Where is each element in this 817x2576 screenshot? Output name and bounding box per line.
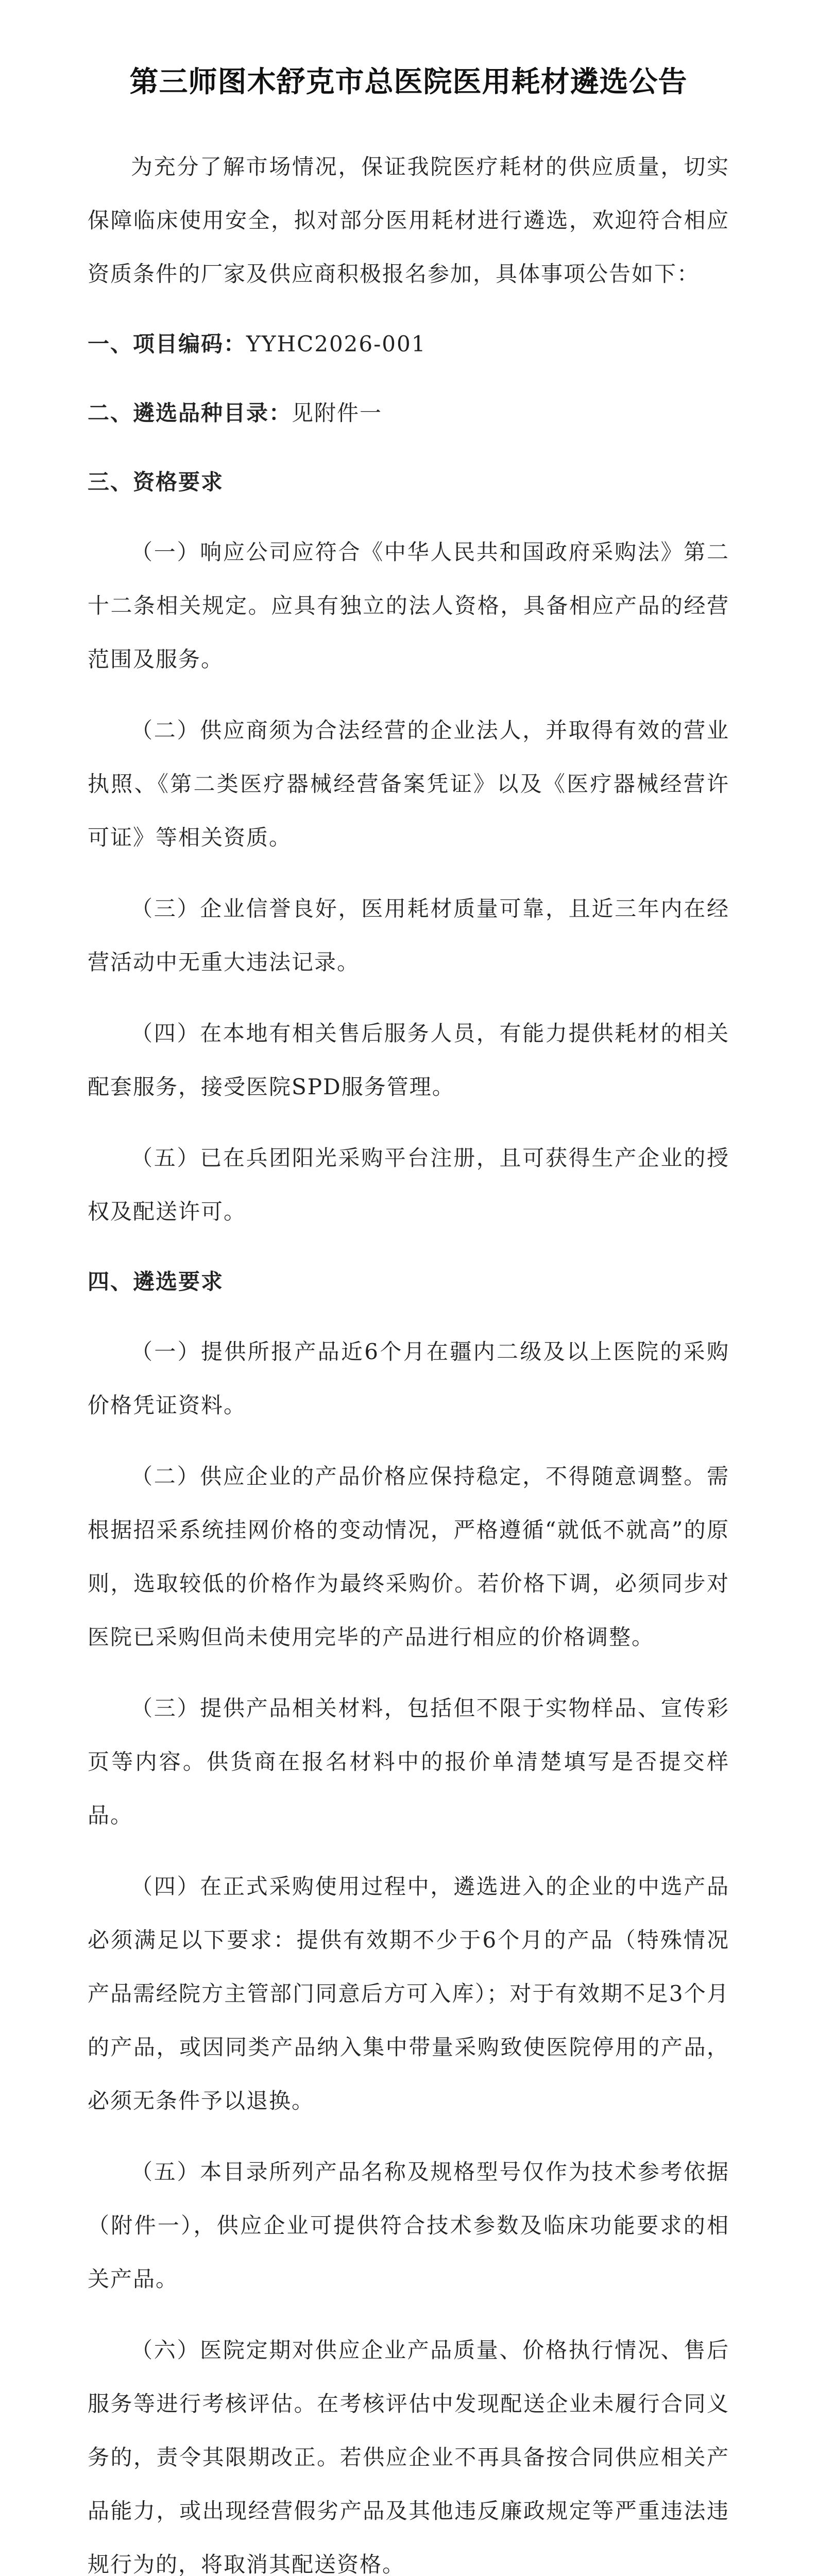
page-title: 第三师图木舒克市总医院医用耗材遴选公告	[129, 65, 688, 99]
intro-paragraph: 为充分了解市场情况，保证我院医疗耗材的供应质量，切实保障临床使用安全，拟对部分医用耗材进行遴选，欢迎符合相应资质条件的厂家及供应商积极报名参加，具体事项公告如下：	[88, 154, 729, 286]
requirement-item: （六）医院定期对供应企业产品质量、价格执行情况、售后服务等进行考核评估。在考核评估中发现配送企业未履行合同义务的，责令其限期改正。若供应企业不再具备按合同供应相关产品能力，或出现经营假劣产品及其他违反廉政规定等严重违法违规行为的，将取消其配送资格。	[88, 2337, 729, 2576]
qualification-item: （五）已在兵团阳光采购平台注册，且可获得生产企业的授权及配送许可。	[88, 1145, 729, 1224]
qualification-item: （二）供应商须为合法经营的企业法人，并取得有效的营业执照、《第二类医疗器械经营备案凭证》以及《医疗器械经营许可证》等相关资质。	[88, 718, 729, 850]
project-code-label: 一、项目编码：	[88, 331, 247, 357]
selection-requirements-heading: 四、遴选要求	[88, 1269, 224, 1294]
requirement-item: （二）供应企业的产品价格应保持稳定，不得随意调整。需根据招采系统挂网价格的变动情况，严格遵循“就低不就高”的原则，选取较低的价格作为最终采购价。若价格下调，必须同步对医院已采购但尚未使用完毕的产品进行相应的价格调整。	[88, 1464, 729, 1650]
requirement-item: （三）提供产品相关材料，包括但不限于实物样品、宣传彩页等内容。供货商在报名材料中的报价单清楚填写是否提交样品。	[88, 1696, 729, 1828]
project-code-line	[88, 318, 729, 370]
qualification-item: （四）在本地有相关售后服务人员，有能力提供耗材的相关配套服务，接受医院SPD服务管理。	[88, 1021, 729, 1099]
qualification-item: （一）响应公司应符合《中华人民共和国政府采购法》第二十二条相关规定。应具有独立的法人资格，具备相应产品的经营范围及服务。	[88, 539, 729, 672]
catalog-label: 二、遴选品种目录：	[88, 400, 292, 426]
requirement-item: （四）在正式采购使用过程中，遴选进入的企业的中选产品必须满足以下要求：提供有效期不少于6个月的产品（特殊情况产品需经院方主管部门同意后方可入库）；对于有效期不足3个月的产品，或因同类产品纳入集中带量采购致使医院停用的产品，必须无条件予以退换。	[88, 1874, 729, 2113]
requirement-item: （五）本目录所列产品名称及规格型号仅作为技术参考依据（附件一），供应企业可提供符合技术参数及临床功能要求的相关产品。	[88, 2159, 729, 2292]
qualification-heading: 三、资格要求	[88, 469, 224, 495]
catalog-line	[88, 387, 729, 439]
requirement-item: （一）提供所报产品近6个月在疆内二级及以上医院的采购价格凭证资料。	[88, 1339, 729, 1418]
qualification-item: （三）企业信誉良好，医用耗材质量可靠，且近三年内在经营活动中无重大违法记录。	[88, 896, 729, 975]
project-code-value: YYHC2026-001	[246, 331, 427, 357]
catalog-value: 见附件一	[292, 400, 383, 426]
